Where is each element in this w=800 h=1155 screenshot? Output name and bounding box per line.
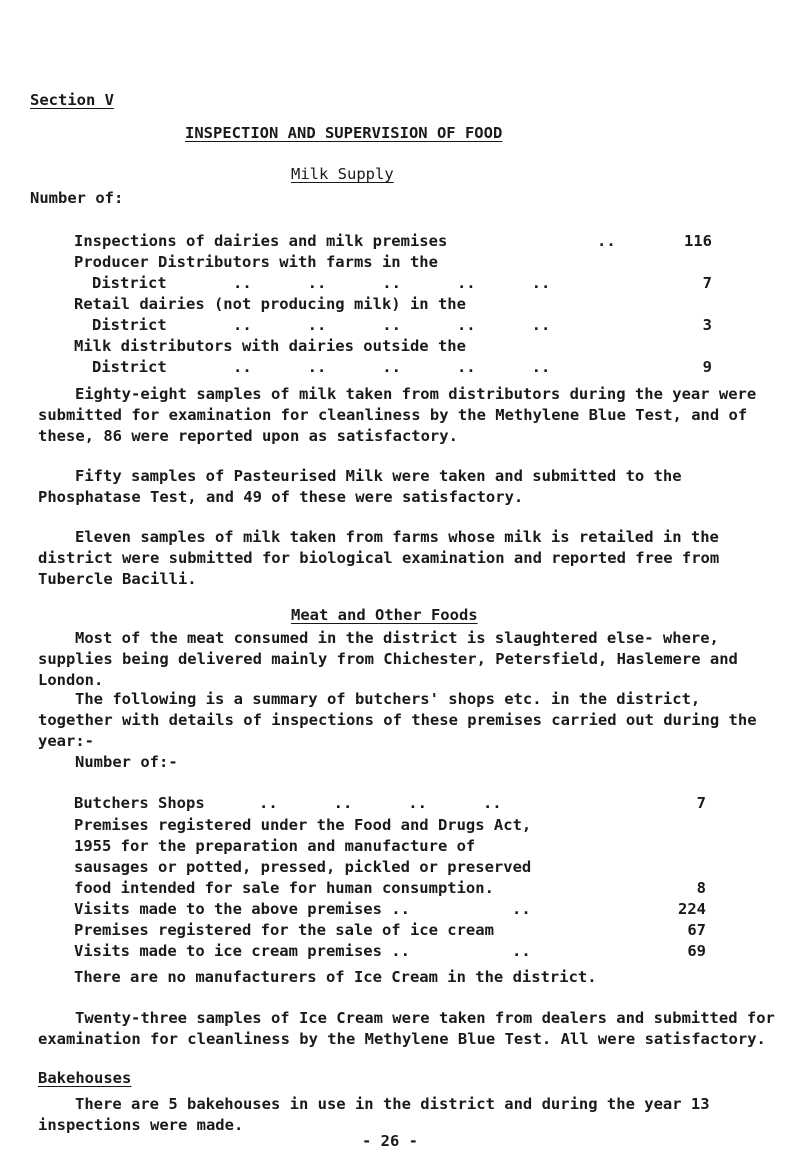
meat-row-label: Premises registered for the sale of ice cream xyxy=(74,921,494,939)
bakehouses-paragraph: There are 5 bakehouses in use in the district and during the year 13 inspections were made. xyxy=(38,1095,710,1134)
meat-row-butchers xyxy=(74,793,706,814)
meat-row-label-cont: 1955 for the preparation and manufacture of xyxy=(74,837,476,855)
leader-dots: .. .. .. .. xyxy=(259,794,502,812)
ice-cream-manufacturers-note: There are no manufacturers of Ice Cream in the district. xyxy=(74,968,597,986)
leader-dots: .. .. .. .. .. xyxy=(233,358,551,376)
meat-row-label-cont: food intended for sale for human consumption. xyxy=(74,879,494,897)
milk-row-label-cont: District xyxy=(92,358,167,376)
bakehouses-heading: Bakehouses xyxy=(38,1069,132,1087)
milk-row-value: 7 xyxy=(702,274,712,292)
milk-row-value: 116 xyxy=(684,232,712,250)
milk-row-label-cont: District xyxy=(92,274,167,292)
meat-paragraph-summary: The following is a summary of butchers' shops etc. in the district, together with details of inspections of these premises carried out during the year:- xyxy=(38,690,757,750)
leader-dots: .. xyxy=(512,900,531,918)
meat-row-ice-cream-premises xyxy=(74,920,706,941)
milk-row-value: 3 xyxy=(702,316,712,334)
leader-dots: .. .. .. .. .. xyxy=(233,316,551,334)
milk-row-outside-distributors xyxy=(74,336,712,378)
milk-row-value: 9 xyxy=(702,358,712,376)
milk-row-producer-distributors xyxy=(74,252,712,294)
meat-row-value: 224 xyxy=(678,900,706,918)
milk-row-retail-dairies xyxy=(74,294,712,336)
milk-number-of-label: Number of: xyxy=(30,189,124,207)
milk-row-label: Milk distributors with dairies outside the xyxy=(74,337,466,355)
milk-row-label-cont: District xyxy=(92,316,167,334)
meat-row-label: Butchers Shops xyxy=(74,794,205,812)
meat-row-value: 69 xyxy=(687,942,706,960)
meat-row-registered-premises xyxy=(74,815,706,899)
milk-row-label: Inspections of dairies and milk premises xyxy=(74,232,448,250)
meat-row-label: Premises registered under the Food and Drugs Act, xyxy=(74,816,532,834)
ice-cream-paragraph: Twenty-three samples of Ice Cream were taken from dealers and submitted for examination for cleanliness by the Methylene Blue Test. All were satisfactory. xyxy=(38,1009,775,1048)
meat-row-label-cont: sausages or potted, pressed, pickled or preserved xyxy=(74,858,532,876)
milk-supply-heading: Milk Supply xyxy=(291,165,394,183)
milk-paragraph-phosphatase: Fifty samples of Pasteurised Milk were taken and submitted to the Phosphatase Test, and 49 of these were satisfactory. xyxy=(38,467,682,506)
meat-heading: Meat and Other Foods xyxy=(291,606,478,624)
page-number: - 26 - xyxy=(362,1132,418,1150)
meat-row-value: 7 xyxy=(696,794,706,812)
meat-paragraph-slaughtered: Most of the meat consumed in the district is slaughtered else- where, supplies being delivered mainly from Chichester, Petersfield, Haslemere and London. xyxy=(38,629,738,689)
milk-row-label: Producer Distributors with farms in the xyxy=(74,253,438,271)
meat-row-label: Visits made to ice cream premises .. xyxy=(74,942,410,960)
page-title: INSPECTION AND SUPERVISION OF FOOD xyxy=(185,124,503,142)
meat-row-value: 67 xyxy=(687,921,706,939)
milk-row-inspections xyxy=(74,231,712,252)
section-label: Section V xyxy=(30,91,114,109)
meat-row-visits xyxy=(74,899,706,920)
meat-number-of-label: Number of:- xyxy=(75,753,178,771)
meat-row-ice-cream-visits xyxy=(74,941,706,962)
meat-row-label: Visits made to the above premises .. xyxy=(74,900,410,918)
meat-row-value: 8 xyxy=(696,879,706,897)
leader-dots: .. xyxy=(512,942,531,960)
milk-row-label: Retail dairies (not producing milk) in the xyxy=(74,295,466,313)
leader-dots: .. xyxy=(597,232,616,250)
milk-paragraph-tubercle: Eleven samples of milk taken from farms whose milk is retailed in the district were submitted for biological examination and reported free from Tubercle Bacilli. xyxy=(38,528,720,588)
milk-paragraph-methylene: Eighty-eight samples of milk taken from distributors during the year were submitted for examination for cleanliness by the Methylene Blue Test, and of these, 86 were reported upon as satisfactory. xyxy=(38,385,757,445)
leader-dots: .. .. .. .. .. xyxy=(233,274,551,292)
